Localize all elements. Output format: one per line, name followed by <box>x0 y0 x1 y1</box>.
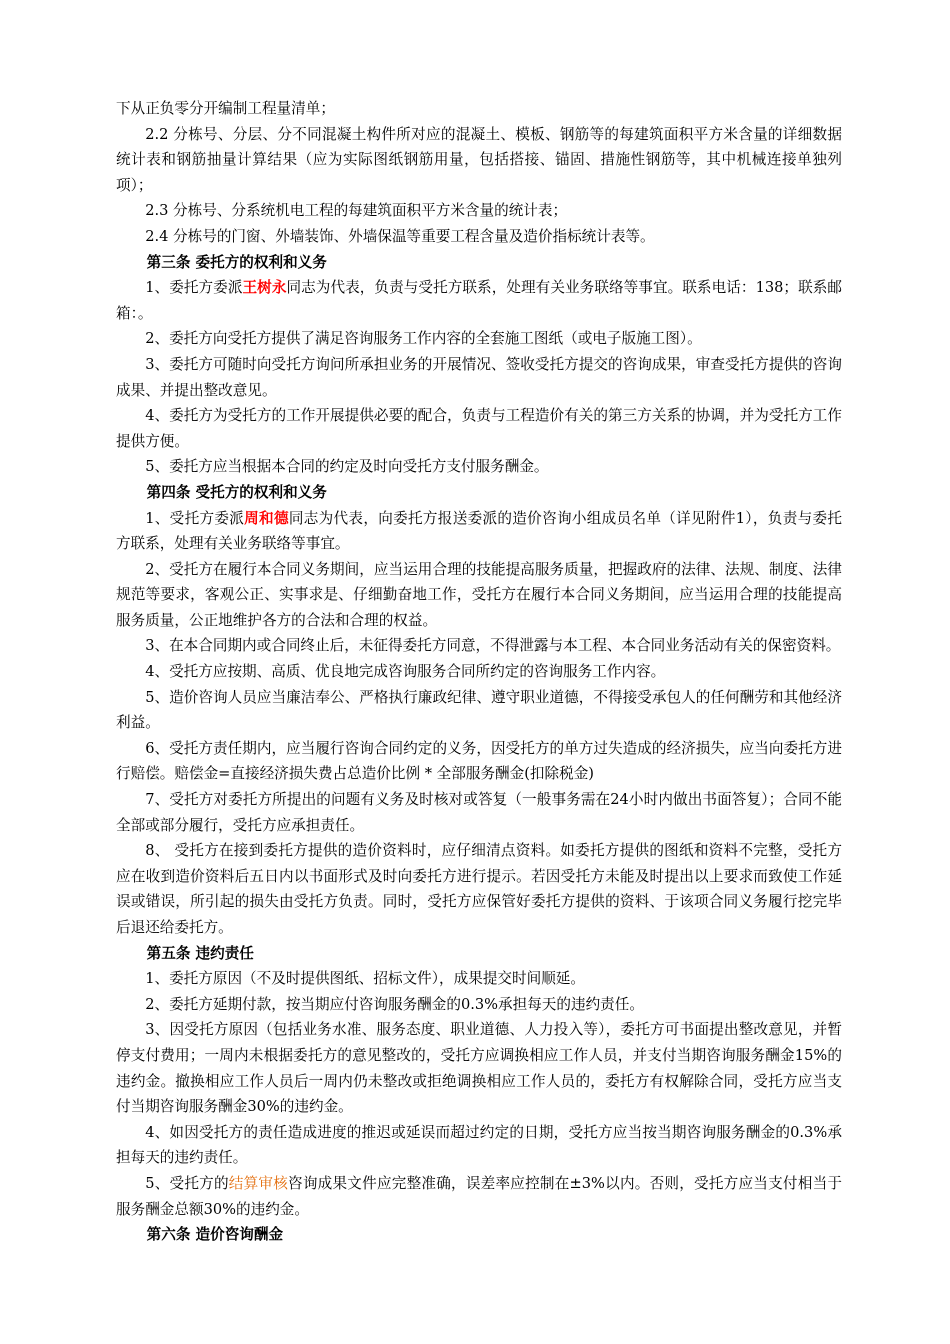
heading-article-3: 第三条 委托方的权利和义务 <box>146 253 327 271</box>
paragraph-art5-item1: 1、委托方原因（不及时提供图纸、招标文件），成果提交时间顺延。 <box>145 970 585 988</box>
paragraph-art4-item3: 3、在本合同期内或合同终止后，未征得委托方同意，不得泄露与本工程、本合同业务活动有关的保密资料。 <box>145 637 841 655</box>
paragraph-art4-item4: 4、受托方应按期、高质、优良地完成咨询服务合同所约定的咨询服务工作内容。 <box>145 663 666 681</box>
text-segment: 同志为代表，向委托方报送委派的造价咨询小组成员名单（详见附件1），负责与委托方联系，处理有关业务联络等事宜。 <box>116 509 842 553</box>
paragraph-art3-item5: 5、委托方应当根据本合同的约定及时向受托方支付服务酬金。 <box>145 458 549 476</box>
paragraph-art4-item6: 6、受托方责任期内，应当履行咨询合同约定的义务，因受托方的单方过失造成的经济损失，应当向委托方进行赔偿。赔偿金=直接经济损失费占总造价比例 * 全部服务酬金(扣除税金) <box>116 739 842 783</box>
paragraph-art4-item5: 5、造价咨询人员应当廉洁奉公、严格执行廉政纪律、遵守职业道德，不得接受承包人的任何酬劳和其他经济利益。 <box>116 688 842 732</box>
paragraph-art5-item4: 4、如因受托方的责任造成进度的推迟或延误而超过约定的日期，受托方应当按当期咨询服务酬金的0.3%承担每天的违约责任。 <box>116 1123 842 1167</box>
paragraph-art3-item1 <box>116 275 842 326</box>
paragraph-art3-item3: 3、委托方可随时向受托方询问所承担业务的开展情况、签收受托方提交的咨询成果，审查受托方提供的咨询成果、并提出整改意见。 <box>116 355 842 399</box>
paragraph-2-2: 2.2 分栋号、分层、分不同混凝土构件所对应的混凝土、模板、钢筋等的每建筑面积平方米含量的详细数据统计表和钢筋抽量计算结果（应为实际图纸钢筋用量，包括搭接、锚固、措施性钢筋等，其中机械连接单独列项）； <box>116 125 842 194</box>
settlement-audit-highlight: 结算审核 <box>228 1174 289 1192</box>
document-page <box>116 96 842 1248</box>
paragraph-art5-item3: 3、因受托方原因（包括业务水准、服务态度、职业道德、人力投入等），委托方可书面提出整改意见，并暂停支付费用；一周内未根据委托方的意见整改的，受托方应调换相应工作人员，并支付当期咨询服务酬金15%的违约金。撤换相应工作人员后一周内仍未整改或拒绝调换相应工作人员的，委托方有权解除合同，受托方应当支付当期咨询服务酬金30%的违约金。 <box>116 1021 842 1116</box>
client-representative-name: 王树永 <box>242 279 287 297</box>
paragraph-art4-item1 <box>116 506 842 557</box>
text-segment: 1、受托方委派 <box>145 509 245 527</box>
paragraph-2-4: 2.4 分栋号的门窗、外墙装饰、外墙保温等重要工程含量及造价指标统计表等。 <box>145 227 655 245</box>
paragraph-art4-item2: 2、受托方在履行本合同义务期间，应当运用合理的技能提高服务质量，把握政府的法律、法规、制度、法律规范等要求，客观公正、实事求是、仔细勤奋地工作，受托方在履行本合同义务期间，应当运用合理的技能提高服务质量，公正地维护各方的合法和合理的权益。 <box>116 560 842 629</box>
text-segment: 咨询成果文件应完整准确，误差率应控制在±3%以内。否则，受托方应当支付相当于服务酬金总额30%的违约金。 <box>116 1174 842 1218</box>
paragraph-bill-of-quantities-cont: 下从正负零分开编制工程量清单； <box>116 100 335 117</box>
text-segment: 5、受托方的 <box>145 1174 229 1192</box>
heading-article-4: 第四条 受托方的权利和义务 <box>146 483 327 501</box>
heading-article-6: 第六条 造价咨询酬金 <box>146 1226 284 1244</box>
paragraph-art4-item7: 7、受托方对委托方所提出的问题有义务及时核对或答复（一般事务需在24小时内做出书面答复）；合同不能全部或部分履行，受托方应承担责任。 <box>116 791 842 834</box>
heading-article-5: 第五条 违约责任 <box>146 944 254 962</box>
paragraph-art4-item8: 8、 受托方在接到委托方提供的造价资料时，应仔细清点资料。如委托方提供的图纸和资料不完整，受托方应在收到造价资料后五日内以书面形式及时向委托方进行提示。若因受托方未能及时提出以上要求而致使工作延误或错误，所引起的损失由受托方负责。同时，受托方应保管好委托方提供的资料、于该项合同义务履行挖完毕后退还给委托方。 <box>116 842 842 936</box>
text-segment: 同志为代表，负责与受托方联系，处理有关业务联络等事宜。联系电话：138；联系邮箱：。 <box>116 279 842 322</box>
paragraph-art5-item2: 2、委托方延期付款，按当期应付咨询服务酬金的0.3%承担每天的违约责任。 <box>145 995 644 1013</box>
paragraph-art3-item2: 2、委托方向受托方提供了满足咨询服务工作内容的全套施工图纸（或电子版施工图）。 <box>145 330 702 348</box>
text-segment: 1、委托方委派 <box>145 279 243 297</box>
paragraph-2-3: 2.3 分栋号、分系统机电工程的每建筑面积平方米含量的统计表； <box>145 202 568 220</box>
contractor-representative-name: 周和德 <box>244 509 289 527</box>
paragraph-art3-item4: 4、委托方为受托方的工作开展提供必要的配合，负责与工程造价有关的第三方关系的协调，并为受托方工作提供方便。 <box>116 407 842 450</box>
paragraph-art5-item5 <box>116 1171 842 1222</box>
